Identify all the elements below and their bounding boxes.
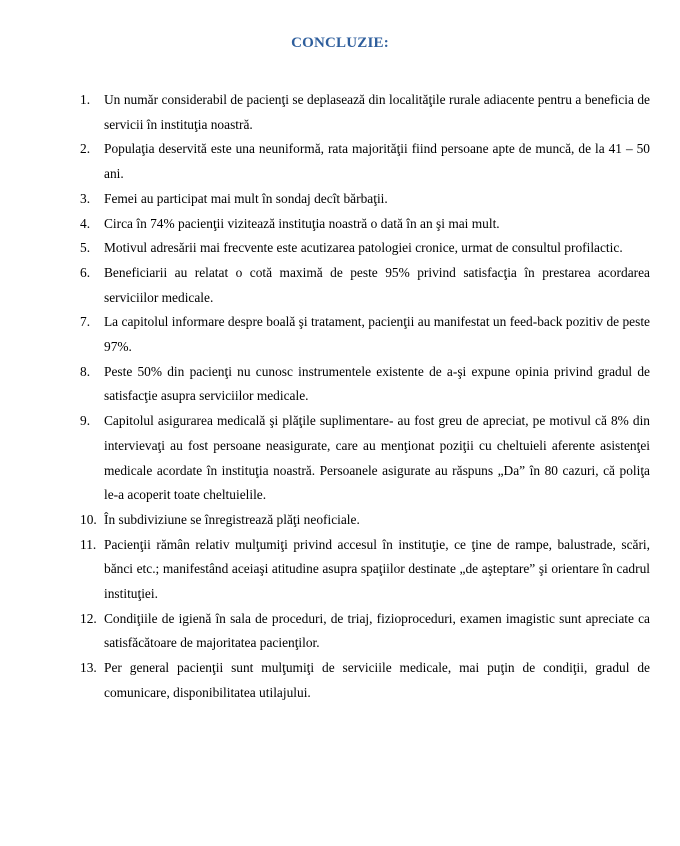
list-item-text: În subdiviziune se înregistrează plăţi neoficiale. — [104, 511, 360, 527]
list-item-text: La capitolul informare despre boală şi tratament, pacienţii au manifestat un feed-back pozitiv de peste 97%. — [104, 314, 650, 355]
list-item-number: 1. — [80, 92, 91, 107]
list-item-number: 13. — [80, 660, 97, 676]
page-title: CONCLUZIE: — [291, 35, 389, 51]
conclusions-list — [0, 88, 680, 706]
list-item-text: Un număr considerabil de pacienţi se deplasează din localităţile rurale adiacente pentru a beneficia de servicii în instituţia noastră. — [104, 92, 650, 132]
list-item-text: Capitolul asigurarea medicală şi plăţile suplimentare- au fost greu de apreciat, pe motivul că 8% din intervievaţi au fost persoane neasigurate, care au menţionat poziţii cu cheltuieli aferente asistenţei medicale acordate în instituţia noastră. Persoanele asigurate au răspuns „Da” în 80 cazuri, că poliţa le-a acoperit toate cheltuielile. — [104, 413, 650, 503]
list-item — [0, 187, 680, 212]
list-item-number: 2. — [80, 141, 91, 157]
list-item-number: 4. — [80, 215, 91, 231]
list-item — [0, 409, 680, 508]
list-item-number: 5. — [80, 240, 91, 256]
list-item — [0, 533, 680, 607]
list-item — [0, 212, 680, 237]
list-item-text: Beneficiarii au relatat o cotă maximă de peste 95% privind satisfacţia în prestarea acordarea serviciilor medicale. — [104, 264, 650, 305]
list-item-number: 9. — [80, 413, 91, 429]
list-item-text: Motivul adresării mai frecvente este acutizarea patologiei cronice, urmat de consultul profilactic. — [104, 240, 623, 256]
list-item — [0, 508, 680, 533]
list-item-text: Femei au participat mai mult în sondaj decît bărbaţii. — [104, 190, 388, 206]
list-item-text: Pacienţii rămân relativ mulţumiţi privind accesul în instituţie, ce ţine de rampe, balustrade, scări, bănci etc.; manifestând aceiaşi atitudine asupra spaţiilor destinate „de aşteptare” şi orientare în cadrul instituţiei. — [104, 536, 650, 602]
list-item-number: 8. — [80, 363, 91, 379]
list-item — [0, 88, 680, 137]
list-item-text: Populaţia deservită este una neuniformă, rata majorităţii fiind persoane apte de muncă, de la 41 – 50 ani. — [104, 141, 650, 182]
list-item-number: 11. — [80, 536, 97, 552]
list-item-number: 6. — [80, 264, 91, 280]
list-item-text: Peste 50% din pacienţi nu cunosc instrumentele existente de a-şi expune opinia privind gradul de satisfacţie asupra serviciilor medicale. — [104, 363, 650, 404]
list-item-number: 3. — [80, 190, 91, 206]
list-item-number: 7. — [80, 314, 91, 330]
list-item — [0, 310, 680, 359]
list-item-text: Circa în 74% pacienţii vizitează instituţia noastră o dată în an şi mai mult. — [104, 215, 500, 231]
list-item — [0, 236, 680, 261]
list-item-number: 12. — [80, 610, 97, 626]
list-item — [0, 360, 680, 409]
list-item — [0, 137, 680, 186]
list-item — [0, 607, 680, 656]
list-item-number: 10. — [80, 511, 97, 527]
list-item — [0, 656, 680, 705]
list-item-text: Condiţiile de igienă în sala de proceduri, de triaj, fizioproceduri, examen imagistic sunt apreciate ca satisfăcătoare de majoritatea pacienţilor. — [104, 610, 650, 651]
list-item-text: Per general pacienţii sunt mulţumiţi de serviciile medicale, mai puţin de condiţii, gradul de comunicare, disponibilitatea utilajului. — [104, 660, 650, 700]
list-item — [0, 261, 680, 310]
